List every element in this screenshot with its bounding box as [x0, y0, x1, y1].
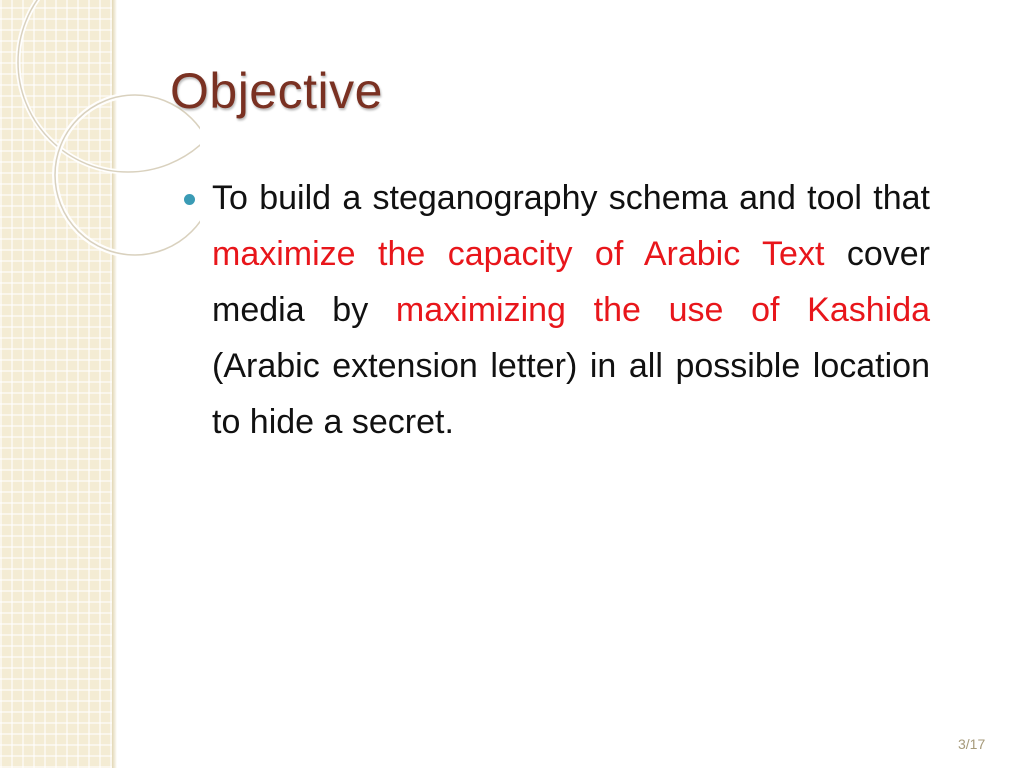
decorative-circles [0, 0, 200, 260]
bullet-item [178, 170, 930, 450]
bullet-dot-icon [184, 194, 195, 205]
bullet-text-segment: (Arabic extension letter) in all possible location to hide a secret. [212, 347, 930, 441]
bullet-highlight-segment: maximizing the use of Kashida [395, 291, 931, 329]
page-number: 3/17 [958, 736, 986, 752]
bullet-text-segment: To build a steganography schema and tool that [212, 179, 930, 217]
bullet-text [212, 170, 930, 450]
slide-title: Objective [170, 63, 383, 119]
bullet-highlight-segment: maximize the capacity of Arabic Text [212, 235, 825, 273]
slide-content [178, 170, 930, 450]
bullet-text-segment: cover media by [212, 235, 930, 329]
